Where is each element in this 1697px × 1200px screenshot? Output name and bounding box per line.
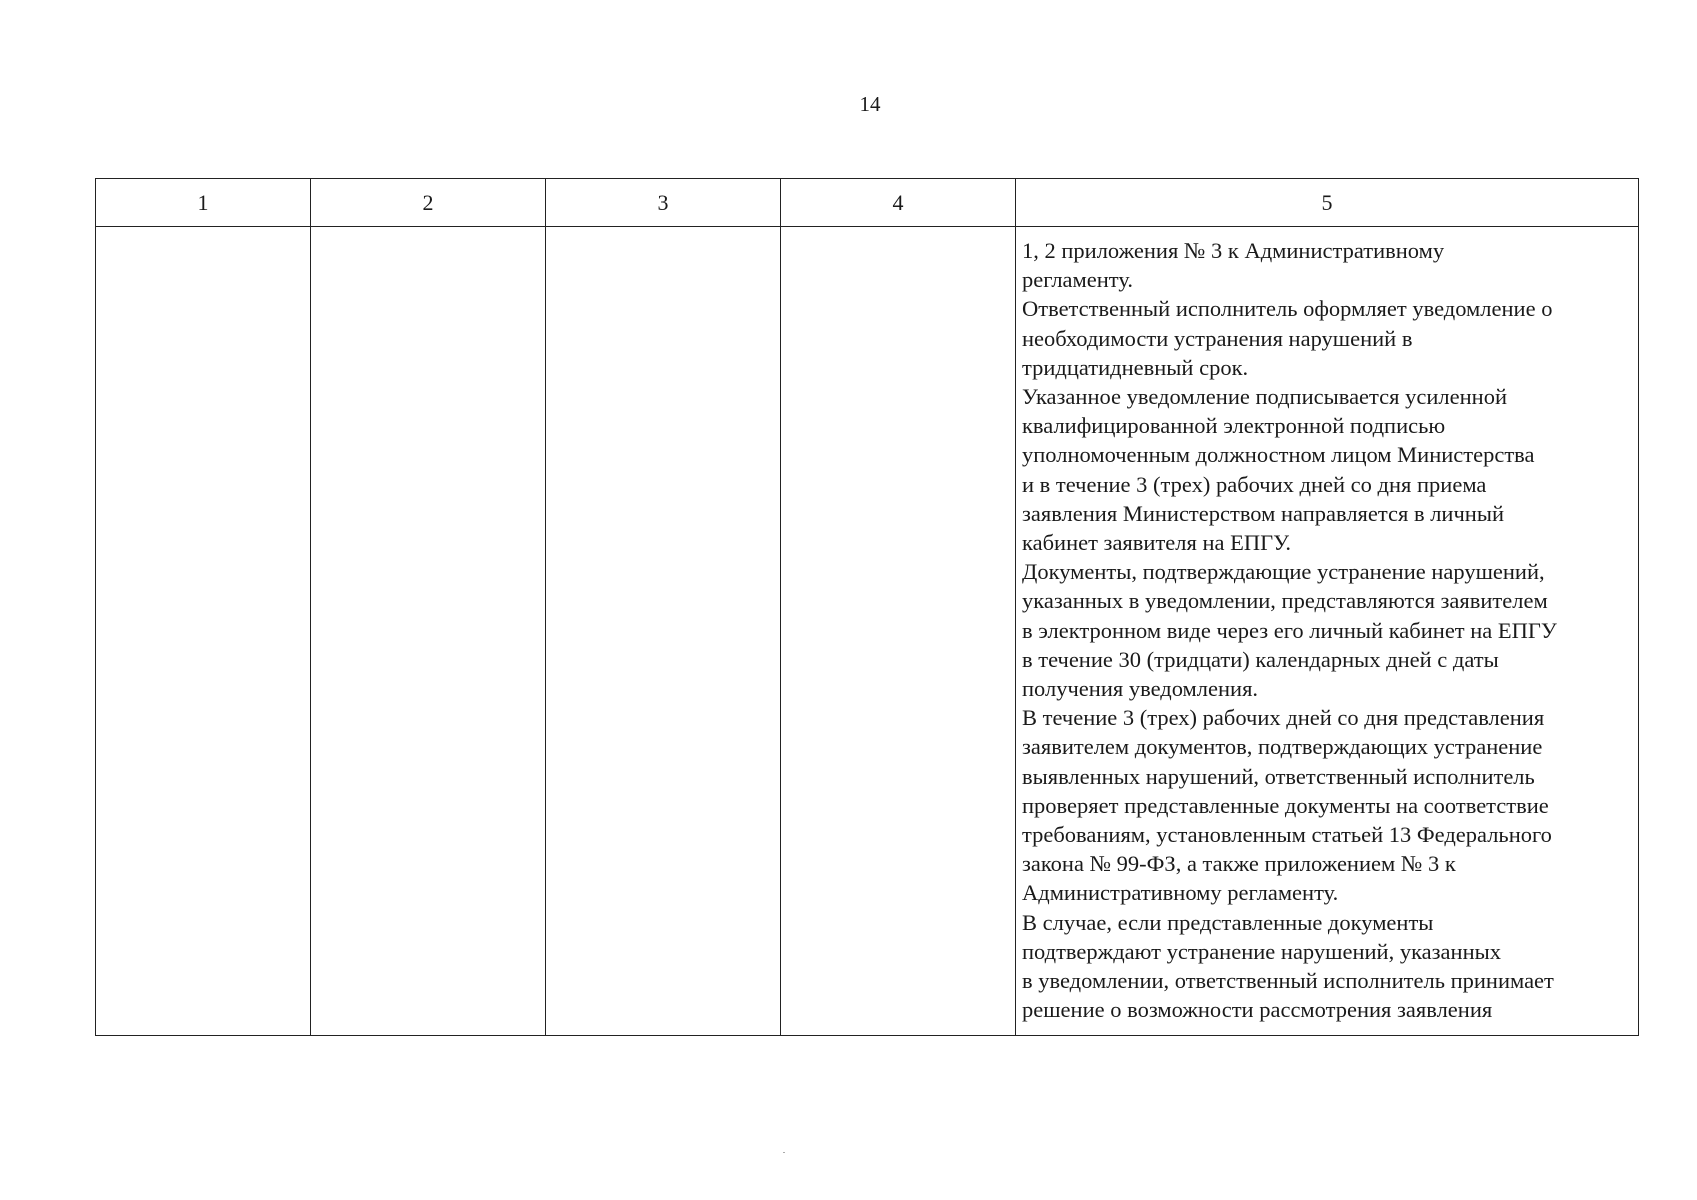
text-line: Административному регламенту. <box>1022 880 1339 906</box>
text-line: в течение 30 (тридцати) календарных дней с даты <box>1022 646 1499 672</box>
text-line: подтверждают устранение нарушений, указанных <box>1022 938 1501 964</box>
text-line: регламенту. <box>1022 267 1133 293</box>
cell-col-5 <box>1016 227 1639 1036</box>
cell-col-2 <box>311 227 546 1036</box>
procedure-text <box>1016 227 1638 1024</box>
text-line: в электронном виде через его личный кабинет на ЕПГУ <box>1022 617 1557 643</box>
text-line: в уведомлении, ответственный исполнитель принимает <box>1022 968 1554 994</box>
text-line: закона № 99-ФЗ, а также приложением № 3 к <box>1022 851 1456 877</box>
text-line: указанных в уведомлении, представляются заявителем <box>1022 588 1548 614</box>
table-header-row <box>96 179 1639 227</box>
text-line: Документы, подтверждающие устранение нарушений, <box>1022 559 1545 585</box>
text-line: выявленных нарушений, ответственный исполнитель <box>1022 763 1535 789</box>
text-line: 1, 2 приложения № 3 к Административному <box>1022 238 1445 263</box>
text-line: проверяет представленные документы на соответствие <box>1022 792 1549 818</box>
column-header-2: 2 <box>311 179 546 227</box>
document-table <box>95 178 1639 1036</box>
column-header-5: 5 <box>1016 179 1639 227</box>
text-line: уполномоченным должностном лицом Министерства <box>1022 442 1535 468</box>
text-line: Указанное уведомление подписывается усиленной <box>1022 384 1507 410</box>
text-line: В случае, если представленные документы <box>1022 909 1434 935</box>
column-header-4: 4 <box>781 179 1016 227</box>
column-header-3: 3 <box>546 179 781 227</box>
text-line: необходимости устранения нарушений в <box>1022 325 1413 351</box>
text-line: кабинет заявителя на ЕПГУ. <box>1022 530 1292 556</box>
text-line: получения уведомления. <box>1022 676 1259 702</box>
text-line: требованиям, установленным статьей 13 Федерального <box>1022 822 1552 848</box>
text-line: тридцатидневный срок. <box>1022 354 1249 380</box>
text-line: заявления Министерством направляется в личный <box>1022 500 1504 526</box>
table-row <box>96 227 1639 1036</box>
text-line: заявителем документов, подтверждающих устранение <box>1022 734 1543 760</box>
text-line: В течение 3 (трех) рабочих дней со дня представления <box>1022 705 1545 731</box>
scan-artifact <box>783 1152 785 1153</box>
column-header-1: 1 <box>96 179 311 227</box>
text-line: и в течение 3 (трех) рабочих дней со дня приема <box>1022 471 1487 497</box>
cell-col-4 <box>781 227 1016 1036</box>
text-line: Ответственный исполнитель оформляет уведомление о <box>1022 296 1553 322</box>
cell-col-3 <box>546 227 781 1036</box>
cell-col-1 <box>96 227 311 1036</box>
page-number: 14 <box>859 92 881 116</box>
text-line: квалифицированной электронной подписью <box>1022 413 1446 439</box>
text-line: решение о возможности рассмотрения заявления <box>1022 997 1493 1023</box>
